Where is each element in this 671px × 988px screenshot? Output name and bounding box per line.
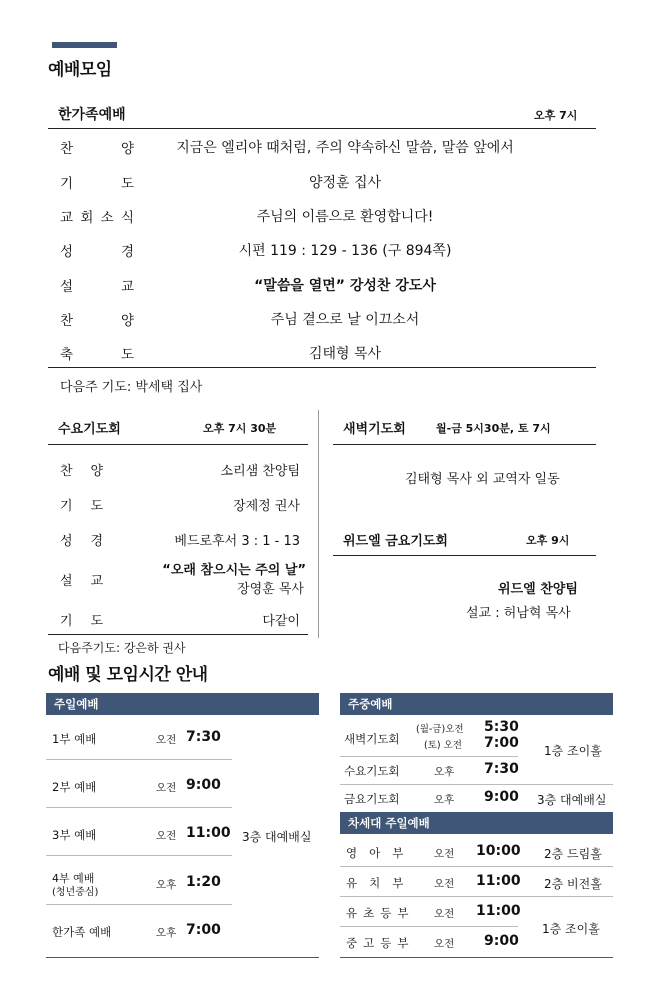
- row-divider: [340, 756, 518, 757]
- wednesday-next-prayer: 다음주기도: 강은하 권사: [58, 641, 186, 655]
- row-name: 중고등부: [346, 936, 415, 950]
- program-value: 시편 119 : 129 - 136 (구 894쪽): [238, 243, 452, 259]
- row-time: 7:00: [186, 922, 221, 938]
- divider: [333, 444, 596, 445]
- family-service-title: 한가족예배: [58, 107, 126, 123]
- row-divider: [340, 926, 518, 927]
- dawn-wed-location: 1층 조이홀: [544, 744, 602, 758]
- row-ampm: 오후: [156, 927, 177, 939]
- row-name: 유초등부: [346, 906, 415, 920]
- dawn-leader: 김태형 목사 외 교역자 일동: [405, 472, 560, 487]
- friday-team: 위드엘 찬양팀: [498, 582, 578, 597]
- wednesday-time: 오후 7시 30분: [203, 422, 277, 435]
- wed-row-name: 수요기도회: [344, 764, 400, 778]
- program-value: 소리샘 찬양팀: [220, 464, 300, 479]
- row-name: 한가족 예배: [52, 925, 112, 939]
- friday-preacher: 설교 : 허남혁 목사: [466, 606, 571, 621]
- fri-row-location: 3층 대예배실: [537, 793, 607, 807]
- family-service-time: 오후 7시: [534, 109, 578, 122]
- row-time: 11:00: [476, 903, 521, 919]
- row-ampm: 오전: [156, 830, 177, 842]
- row-divider: [46, 904, 232, 905]
- row-ampm: 오전: [156, 734, 177, 746]
- row-time: 7:30: [186, 729, 221, 745]
- dawn-row-time1: 5:30: [484, 719, 519, 735]
- friday-time: 오후 9시: [526, 534, 570, 547]
- row-time: 10:00: [476, 843, 521, 859]
- program-label: 교 회 소 식: [60, 210, 134, 226]
- next-gen-header: 차세대 주일예배: [340, 812, 613, 834]
- program-label: 축 도: [60, 347, 134, 363]
- dawn-row-ampm2: (토) 오전: [424, 740, 462, 751]
- row-subname: (청년중심): [52, 887, 99, 898]
- program-label: 찬 양: [60, 141, 134, 157]
- program-value: 지금은 엘리야 때처럼, 주의 약속하신 말씀, 말씀 앞에서: [176, 140, 514, 156]
- row-location: 2층 비전홀: [544, 877, 602, 891]
- wednesday-title: 수요기도회: [58, 422, 121, 437]
- row-name: 4부 예배: [52, 872, 95, 885]
- schedule-title: 예배 및 모임시간 안내: [48, 665, 208, 685]
- row-name: 3부 예배: [52, 828, 97, 842]
- dawn-title: 새벽기도회: [343, 422, 406, 437]
- program-value: “말씀을 열면” 강성찬 강도사: [254, 278, 436, 294]
- row-name: 1부 예배: [52, 732, 97, 746]
- column-separator: [318, 410, 319, 638]
- weekday-header: 주중예배: [340, 693, 613, 715]
- program-value: 다같이: [262, 614, 300, 629]
- wed-row-time: 7:30: [484, 761, 519, 777]
- row-divider: [340, 784, 613, 785]
- program-label: 기도: [60, 614, 122, 629]
- program-label: 찬 양: [60, 313, 134, 329]
- row-name: 영아부: [346, 846, 416, 860]
- divider: [333, 555, 596, 556]
- program-label: 성경: [60, 534, 122, 549]
- row-time: 11:00: [186, 825, 231, 841]
- row-time: 9:00: [186, 777, 221, 793]
- dawn-row-time2: 7:00: [484, 735, 519, 751]
- row-ampm: 오전: [434, 908, 455, 920]
- row-divider: [46, 759, 232, 760]
- divider: [48, 634, 308, 635]
- row-time: 11:00: [476, 873, 521, 889]
- program-value: 장제정 권사: [233, 499, 300, 514]
- program-label: 성 경: [60, 244, 134, 260]
- dawn-time: 월-금 5시30분, 토 7시: [436, 422, 551, 435]
- row-divider: [46, 807, 232, 808]
- program-value: 김태형 목사: [308, 346, 382, 362]
- friday-title: 위드엘 금요기도회: [343, 534, 448, 549]
- row-ampm: 오전: [434, 938, 455, 950]
- program-value: 양정훈 집사: [308, 175, 382, 191]
- fri-row-time: 9:00: [484, 789, 519, 805]
- row-time: 9:00: [484, 933, 519, 949]
- row-divider: [340, 896, 613, 897]
- table-bottom: [340, 957, 613, 958]
- program-label: 기도: [60, 499, 122, 514]
- row-location: 2층 드림홀: [544, 847, 602, 861]
- row-ampm: 오전: [156, 782, 177, 794]
- row-ampm: 오전: [434, 878, 455, 890]
- divider: [48, 444, 308, 445]
- program-label: 찬양: [60, 464, 122, 479]
- dawn-row-ampm1: (월-금)오전: [416, 724, 464, 735]
- family-next-prayer: 다음주 기도: 박세택 집사: [60, 380, 203, 395]
- program-value-2: 장영훈 목사: [237, 582, 304, 597]
- row-divider: [46, 855, 232, 856]
- table-bottom: [46, 957, 319, 958]
- row-divider: [340, 866, 613, 867]
- section-title: 예배모임: [48, 60, 112, 80]
- divider: [48, 367, 596, 368]
- row-ampm: 오전: [434, 848, 455, 860]
- wed-row-ampm: 오후: [434, 766, 455, 778]
- fri-row-ampm: 오후: [434, 794, 455, 806]
- program-value: 주님 곁으로 날 이끄소서: [270, 312, 420, 328]
- divider: [48, 128, 596, 129]
- program-value: 베드로후서 3 : 1 - 13: [174, 534, 300, 549]
- program-label: 설교: [60, 574, 122, 589]
- row-name: 2부 예배: [52, 780, 97, 794]
- section-accent-bar: [52, 42, 117, 48]
- dawn-row-name: 새벽기도회: [344, 732, 400, 746]
- next-gen-shared-location: 1층 조이홀: [542, 922, 600, 936]
- program-value: “오래 참으시는 주의 날”: [162, 563, 306, 578]
- sunday-location: 3층 대예배실: [242, 830, 312, 844]
- sunday-header: 주일예배: [46, 693, 319, 715]
- program-label: 기 도: [60, 176, 134, 192]
- program-value: 주님의 이름으로 환영합니다!: [256, 209, 434, 225]
- fri-row-name: 금요기도회: [344, 792, 400, 806]
- program-label: 설 교: [60, 279, 134, 295]
- row-name: 유치부: [346, 876, 416, 890]
- row-ampm: 오후: [156, 879, 177, 891]
- row-time: 1:20: [186, 874, 221, 890]
